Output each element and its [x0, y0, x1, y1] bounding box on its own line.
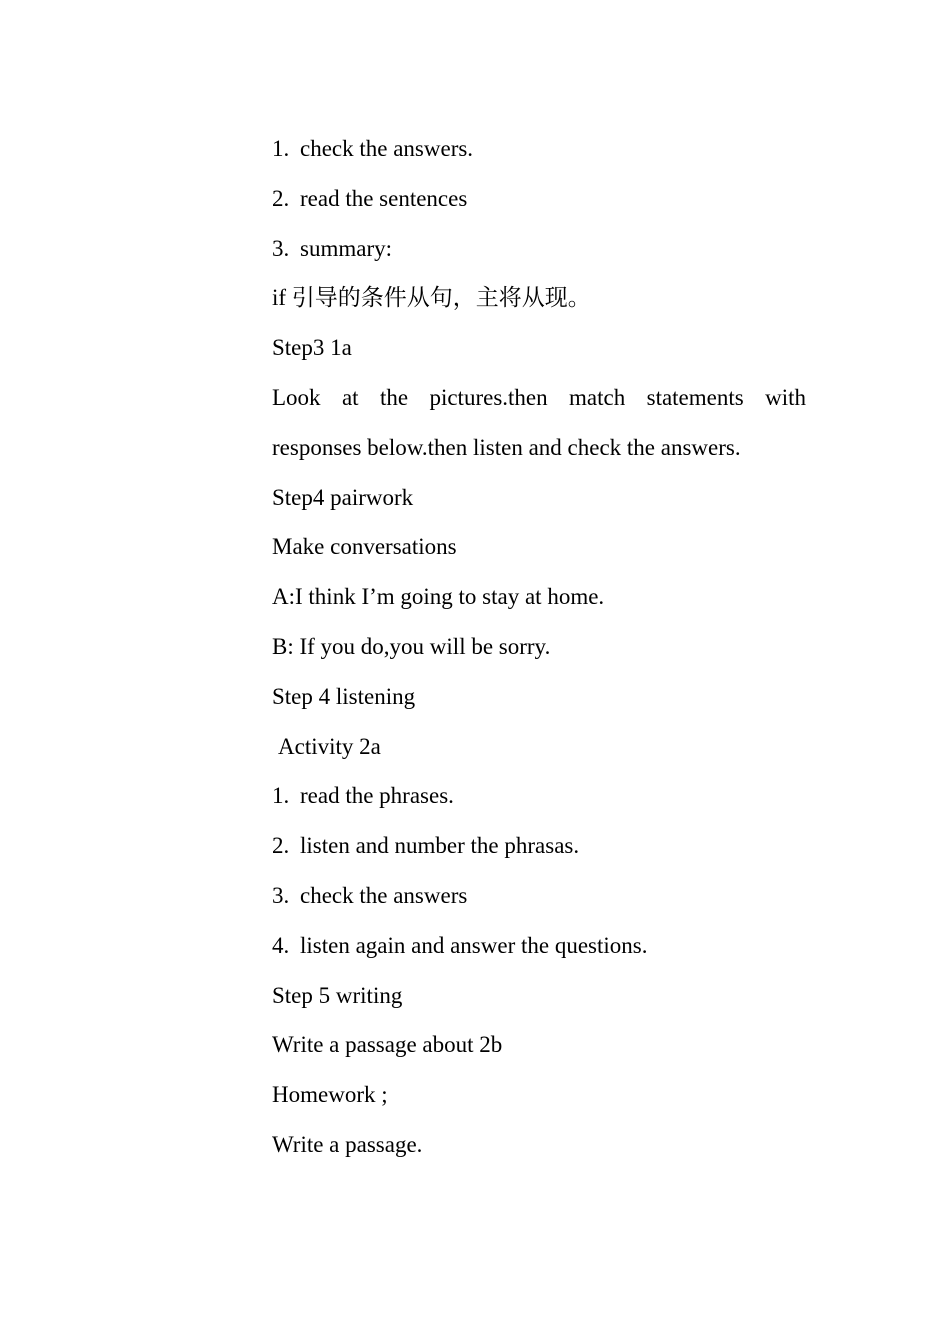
list-text: listen and number the phrasas.	[300, 833, 580, 859]
list-number: 1.	[272, 783, 290, 809]
paragraph-line: Write a passage.	[272, 1131, 423, 1157]
list-text: check the answers.	[300, 136, 474, 161]
dialogue-line: B: If you do,you will be sorry.	[272, 633, 551, 659]
step-heading: Step4 pairwork	[272, 484, 414, 510]
document-body	[272, 124, 806, 1170]
list-number: 2.	[272, 185, 290, 211]
list-item	[272, 771, 806, 821]
list-number: 3.	[272, 235, 290, 261]
homework-heading: Homework ;	[272, 1082, 388, 1108]
list-text: summary:	[300, 235, 392, 261]
list-item	[272, 921, 806, 971]
list-text: read the phrases.	[300, 783, 454, 809]
step-heading: Step3 1a	[272, 335, 352, 361]
paragraph-line: Make conversations	[272, 534, 457, 560]
step-heading: Step 4 listening	[272, 683, 416, 709]
list-item	[272, 174, 806, 224]
list-number: 4.	[272, 932, 290, 958]
list-number: 2.	[272, 833, 290, 859]
list-item	[272, 871, 806, 921]
paragraph-line: Write a passage about 2b	[272, 1032, 503, 1058]
list-text: listen again and answer the questions.	[300, 932, 648, 958]
list-item	[272, 821, 806, 871]
activity-heading: Activity 2a	[278, 733, 381, 759]
list-number: 3.	[272, 882, 290, 908]
step-heading: Step 5 writing	[272, 982, 403, 1008]
list-text: read the sentences	[300, 185, 468, 211]
list-text: check the answers	[300, 882, 468, 908]
summary-line: if 引导的条件从句，主将从现。	[272, 285, 591, 311]
list-item	[272, 224, 806, 274]
paragraph-line: responses below.then listen and check the answers.	[272, 434, 741, 460]
paragraph-line: Look at the pictures.then match statements with	[272, 384, 806, 410]
dialogue-line: A:I think I’m going to stay at home.	[272, 584, 605, 610]
list-item	[272, 124, 806, 174]
list-number: 1.	[272, 136, 290, 161]
